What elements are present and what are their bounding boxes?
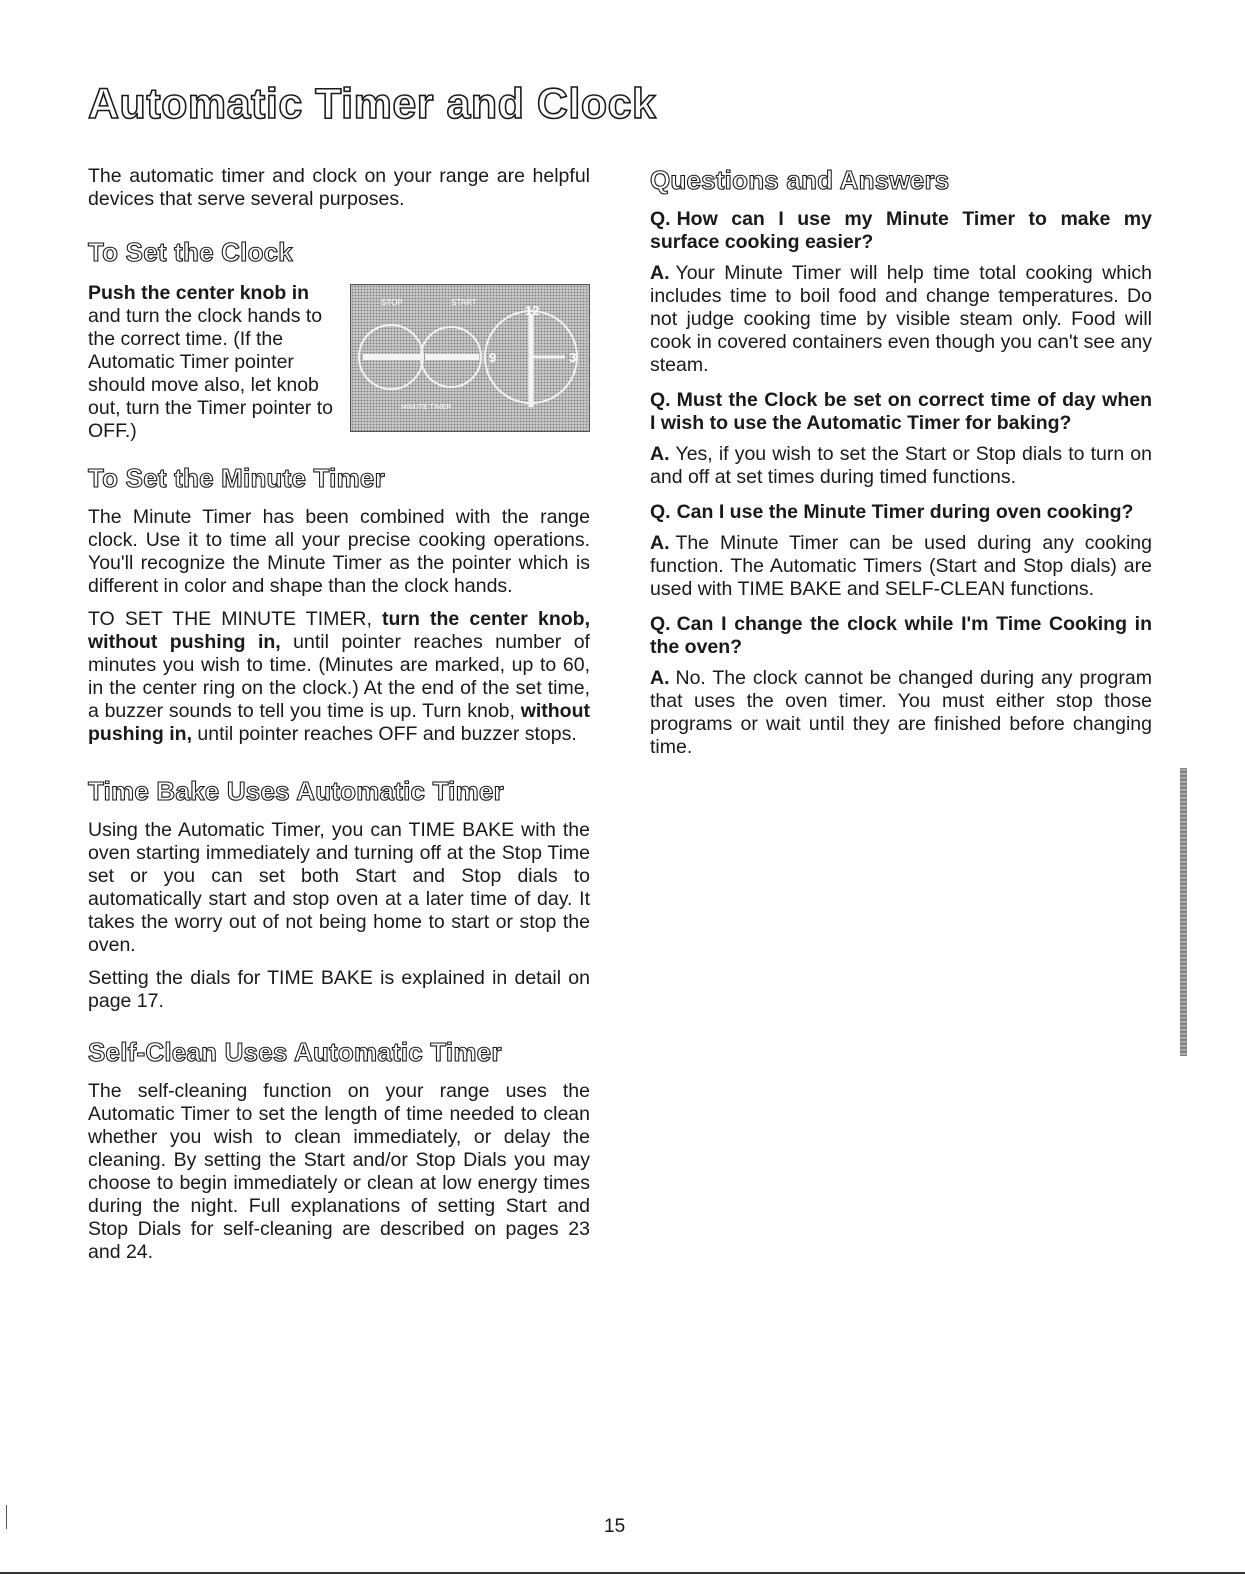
q-letter: Q. bbox=[650, 501, 671, 523]
time-bake-paragraph-2: Setting the dials for TIME BAKE is explained in detail on page 17. bbox=[88, 967, 590, 1012]
qa-answer-text: The Minute Timer can be used during any cooking function. The Automatic Timers (Start and Stop dials) are used with TIME BAKE and SELF-CLEAN functions. bbox=[650, 532, 1152, 600]
qa-question-text: Must the Clock be set on correct time of day when I wish to use the Automatic Timer for baking? bbox=[650, 389, 1152, 434]
qa-answer-text: Your Minute Timer will help time total cooking which includes time to boil food and change temperatures. Do not judge cooking time by visible steam only. Food will cook in covered containers even though you can't see any steam. bbox=[650, 262, 1152, 376]
q-letter: Q. bbox=[650, 613, 671, 635]
page-title: Automatic Timer and Clock bbox=[88, 80, 657, 128]
qa-heading: Questions and Answers bbox=[650, 165, 950, 195]
qa-answer-text: Yes, if you wish to set the Start or Stop dials to turn on and off at set times during timed functions. bbox=[650, 443, 1152, 488]
clock-three-label: 3 bbox=[569, 350, 577, 365]
qa-answer-4 bbox=[650, 667, 1152, 759]
qa-question-1 bbox=[650, 208, 1152, 254]
qa-answer-1 bbox=[650, 262, 1152, 377]
minute-timer-p2-b: turn the center knob, without pushing in, bbox=[88, 608, 590, 653]
minute-timer-p2-e: until pointer reaches OFF and buzzer stops. bbox=[191, 723, 577, 745]
set-clock-section bbox=[88, 282, 590, 443]
qa-question-text: How can I use my Minute Timer to make my surface cooking easier? bbox=[650, 208, 1152, 253]
intro-paragraph: The automatic timer and clock on your range are helpful devices that serve several purposes. bbox=[88, 165, 590, 210]
minute-timer-p2-d: without pushing in, bbox=[88, 700, 590, 745]
clock-twelve-label: 12 bbox=[525, 303, 540, 318]
q-letter: Q. bbox=[650, 208, 671, 230]
minute-timer-paragraph-2 bbox=[88, 608, 590, 746]
qa-question-text: Can I use the Minute Timer during oven cooking? bbox=[676, 501, 1134, 523]
margin-thumb-bar bbox=[1180, 768, 1187, 1056]
minute-timer-paragraph-1: The Minute Timer has been combined with the range clock. Use it to time all your precise cooking operations. You'll recognize the Minute Timer as the pointer which is different in color and shape than the clock hands. bbox=[88, 506, 590, 597]
start-dial-label: START bbox=[451, 298, 477, 307]
a-letter: A. bbox=[650, 532, 670, 554]
margin-mark bbox=[6, 1505, 7, 1529]
minute-timer-label: MINUTE TIMER bbox=[401, 404, 452, 411]
qa-answer-text: No. The clock cannot be changed during any program that uses the oven timer. You must either stop those programs or wait until they are finished before changing time. bbox=[650, 667, 1152, 758]
set-clock-body: and turn the clock hands to the correct time. (If the Automatic Timer pointer should move also, let knob out, turn the Timer pointer to OFF.) bbox=[88, 305, 333, 442]
minute-timer-p2-c: until pointer reaches number of minutes you wish to time. (Minutes are marked, up to 60, in the center ring on the clock.) At the end of the set time, a buzzer sounds to tell you time is up. Turn knob, bbox=[88, 631, 590, 722]
clock-dial-image bbox=[350, 284, 590, 432]
minute-timer-p2-a: TO SET THE MINUTE TIMER, bbox=[88, 608, 382, 630]
right-column bbox=[650, 165, 1152, 771]
qa-question-2 bbox=[650, 389, 1152, 435]
self-clean-heading: Self-Clean Uses Automatic Timer bbox=[88, 1037, 502, 1067]
left-column bbox=[88, 165, 590, 1274]
qa-answer-3 bbox=[650, 532, 1152, 601]
a-letter: A. bbox=[650, 443, 670, 465]
a-letter: A. bbox=[650, 262, 670, 284]
qa-question-text: Can I change the clock while I'm Time Cooking in the oven? bbox=[650, 613, 1152, 658]
minute-timer-heading: To Set the Minute Timer bbox=[88, 463, 385, 493]
set-clock-lead: Push the center knob in bbox=[88, 282, 310, 304]
time-bake-heading: Time Bake Uses Automatic Timer bbox=[88, 776, 504, 806]
q-letter: Q. bbox=[650, 389, 671, 411]
set-clock-paragraph bbox=[88, 282, 338, 443]
clock-nine-label: 9 bbox=[489, 350, 497, 365]
stop-dial-label: STOP bbox=[381, 298, 403, 307]
a-letter: A. bbox=[650, 667, 670, 689]
page-number: 15 bbox=[604, 1516, 626, 1537]
time-bake-paragraph-1: Using the Automatic Timer, you can TIME BAKE with the oven starting immediately and turning off at the Stop Time set or you can set both Start and Stop dials to automatically start and stop oven at a later time of day. It takes the worry out of not being home to start or stop the oven. bbox=[88, 819, 590, 956]
qa-question-4 bbox=[650, 613, 1152, 659]
qa-answer-2 bbox=[650, 443, 1152, 489]
self-clean-paragraph: The self-cleaning function on your range uses the Automatic Timer to set the length of time needed to clean whether you wish to clean immediately, or delay the cleaning. By setting the Start and/or Stop Dials you may choose to begin immediately or clean at low energy times during the night. Full explanations of setting Start and Stop Dials for self-cleaning are described on pages 23 and 24. bbox=[88, 1080, 590, 1263]
qa-question-3 bbox=[650, 501, 1152, 524]
bottom-rule bbox=[0, 1572, 1245, 1574]
set-clock-heading: To Set the Clock bbox=[88, 237, 293, 267]
